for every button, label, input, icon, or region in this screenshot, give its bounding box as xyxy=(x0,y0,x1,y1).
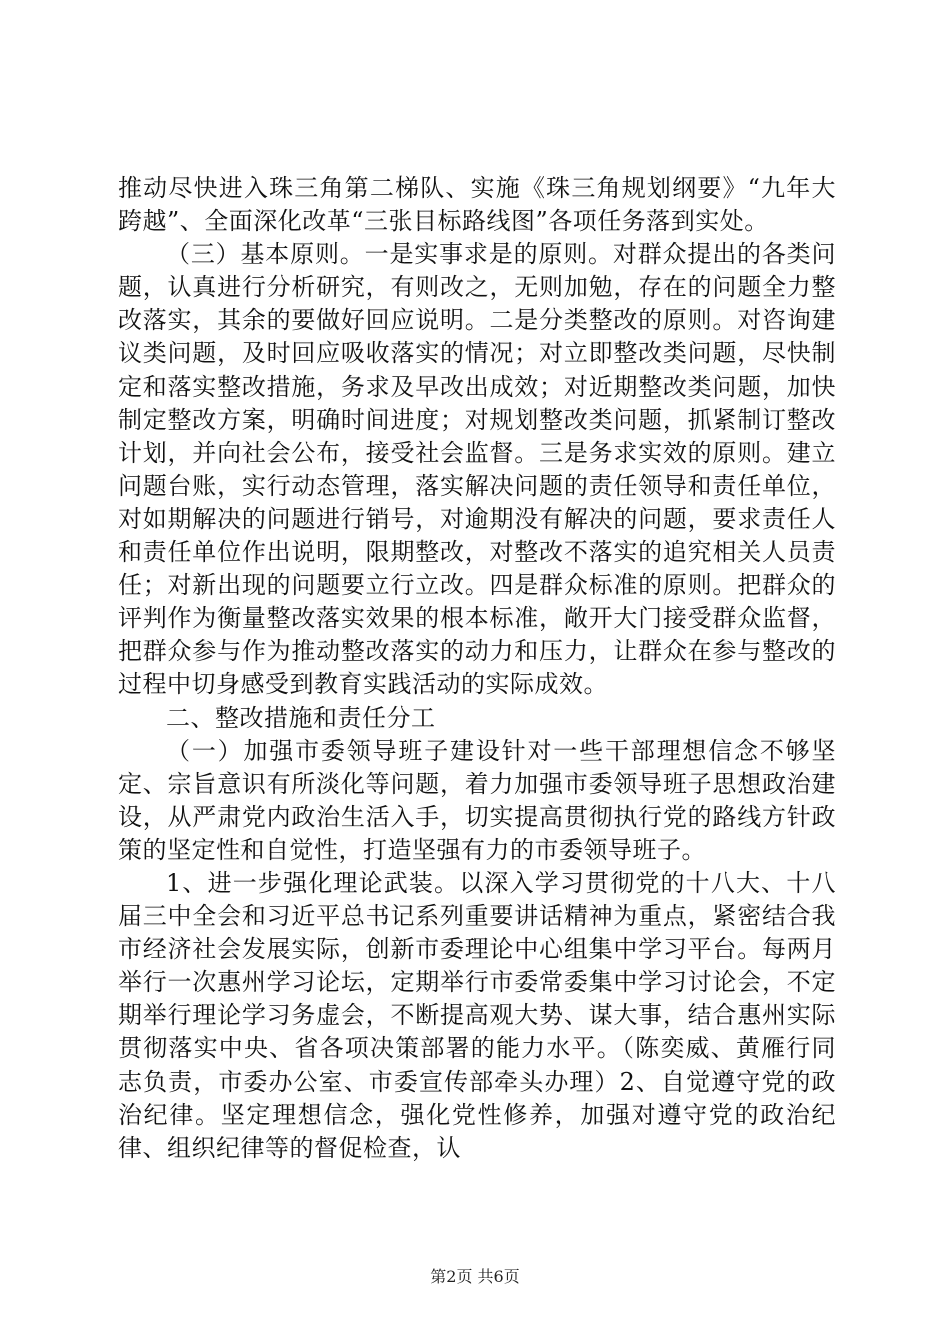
paragraph-theory-study: 1、进一步强化理论武装。以深入学习贯彻党的十八大、十八届三中全会和习近平总书记系列重要讲话精神为重点，紧密结合我市经济社会发展实际，创新市委理论中心组集中学习平台。每两月举行一次惠州学习论坛，定期举行市委常委集中学习讨论会，不定期举行理论学习务虚会，不断提高观大势、谋大事，结合惠州实际贯彻落实中央、省各项决策部署的能力水平。（陈奕威、黄雁行同志负责，市委办公室、市委宣传部牵头办理）2、自觉遵守党的政治纪律。坚定理想信念，强化党性修养，加强对遵守党的政治纪律、组织纪律等的督促检查，认 xyxy=(118,868,836,1162)
paragraph-basic-principles: （三）基本原则。一是实事求是的原则。对群众提出的各类问题，认真进行分析研究，有则改之，无则加勉，存在的问题全力整改落实，其余的要做好回应说明。二是分类整改的原则。对咨询建议类问题，及时回应吸收落实的情况；对立即整改类问题，尽快制定和落实整改措施，务求及早改出成效；对近期整改类问题，加快制定整改方案，明确时间进度；对规划整改类问题，抓紧制订整改计划，并向社会公布，接受社会监督。三是务求实效的原则。建立问题台账，实行动态管理，落实解决问题的责任领导和责任单位，对如期解决的问题进行销号，对逾期没有解决的问题，要求责任人和责任单位作出说明，限期整改，对整改不落实的追究相关人员责任；对新出现的问题要立行立改。四是群众标准的原则。把群众的评判作为衡量整改落实效果的根本标准，敞开大门接受群众监督，把群众参与作为推动整改落实的动力和压力，让群众在参与整改的过程中切身感受到教育实践活动的实际成效。 xyxy=(118,240,836,699)
paragraph-continuation: 推动尽快进入珠三角第二梯队、实施《珠三角规划纲要》“九年大跨越”、全面深化改革“三张目标路线图”各项任务落到实处。 xyxy=(118,174,836,236)
document-body xyxy=(118,172,836,1165)
section-heading-measures: 二、整改措施和责任分工 xyxy=(166,703,436,732)
page-footer: 第2页 共6页 xyxy=(430,1267,520,1286)
paragraph-leadership-building: （一）加强市委领导班子建设针对一些干部理想信念不够坚定、宗旨意识有所淡化等问题，着力加强市委领导班子思想政治建设，从严肃党内政治生活入手，切实提高贯彻执行党的路线方针政策的坚定性和自觉性，打造坚强有力的市委领导班子。 xyxy=(118,736,836,864)
